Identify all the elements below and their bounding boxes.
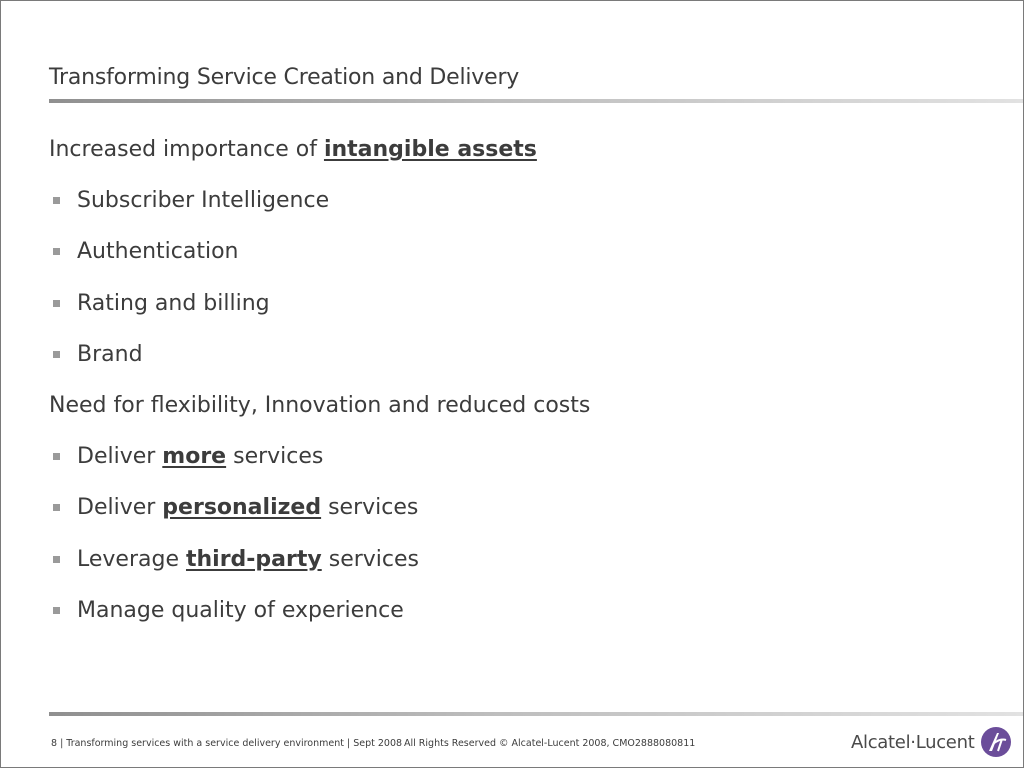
bullet-item xyxy=(49,340,989,391)
bullet-item xyxy=(49,493,989,544)
footer-copyright: All Rights Reserved © Alcatel-Lucent 2008, CMO2888080811 xyxy=(404,738,696,749)
emphasized-text: more xyxy=(162,444,227,470)
text-segment: Need for flexibility, Innovation and reduced costs xyxy=(49,392,591,418)
bullet-square-icon xyxy=(53,607,60,614)
emphasized-text: intangible assets xyxy=(323,137,537,162)
bullet-square-icon xyxy=(53,248,60,255)
bullet-item xyxy=(49,545,989,596)
text-segment: services xyxy=(321,546,419,572)
bullet-item xyxy=(49,289,989,340)
bullet-square-icon xyxy=(53,300,60,307)
text-segment: Subscriber Intelligence xyxy=(77,188,330,214)
bullet-square-icon xyxy=(53,351,60,358)
footer-divider xyxy=(49,712,1024,716)
company-logo xyxy=(851,725,1012,759)
text-segment: services xyxy=(321,495,419,521)
bullet-square-icon xyxy=(53,453,60,460)
footer-left-text: 8 | Transforming services with a service delivery environment | Sept 2008 xyxy=(51,738,403,749)
text-segment: Deliver xyxy=(77,495,163,521)
text-segment: Deliver xyxy=(77,444,163,470)
text-segment: Rating and billing xyxy=(77,290,270,316)
text-segment: Increased importance of xyxy=(49,137,324,162)
bullet-item xyxy=(49,186,989,237)
section-heading xyxy=(49,391,989,442)
title-divider xyxy=(49,99,1024,103)
text-segment: Leverage xyxy=(77,546,186,572)
text-segment: services xyxy=(226,444,324,470)
text-segment: Authentication xyxy=(77,239,239,265)
emphasized-text: third-party xyxy=(185,546,322,572)
text-segment: Brand xyxy=(77,341,143,367)
bullet-square-icon xyxy=(53,197,60,204)
bullet-square-icon xyxy=(53,504,60,511)
section-heading xyxy=(49,135,989,186)
emphasized-text: personalized xyxy=(162,495,322,521)
logo-wordmark: Alcatel·Lucent xyxy=(851,731,975,753)
bullet-item xyxy=(49,237,989,288)
slide-title: Transforming Service Creation and Delivery xyxy=(49,65,520,90)
bullet-square-icon xyxy=(53,556,60,563)
alcatel-lucent-logo-icon xyxy=(980,726,1012,758)
bullet-item xyxy=(49,442,989,493)
text-segment: Manage quality of experience xyxy=(77,597,404,623)
bullet-item xyxy=(49,596,989,647)
slide-body xyxy=(49,135,989,647)
